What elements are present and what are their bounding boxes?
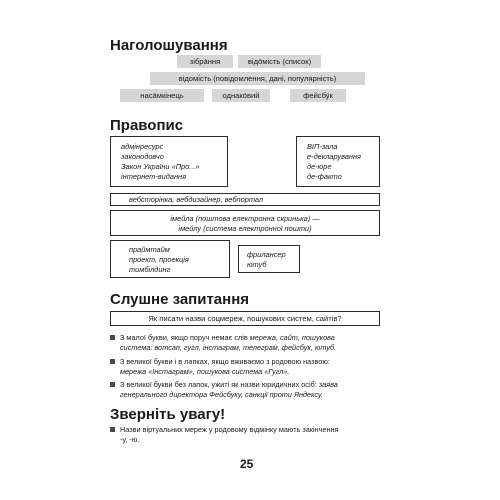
spelling-word: імейла (поштова електронна скринька) — [170, 214, 320, 223]
bullet-text-italic: мережа, сайт, пошукова [249, 333, 335, 342]
spelling-word: імейлу (система електронної пошти) [178, 224, 312, 233]
spelling-word: праймтайм [129, 245, 170, 254]
bullet-attention [110, 425, 390, 445]
bullet-square-icon [110, 359, 115, 364]
question-box: Як писати назви соцмереж, пошукових систем, сайтів? [110, 311, 380, 326]
spelling-box-6 [238, 245, 300, 273]
bullet-text-italic: заява [318, 380, 338, 389]
attention-section-title: Зверніть увагу! [110, 406, 226, 423]
stress-word-2: відо́мість (список) [238, 55, 321, 68]
bullet-square-icon [110, 335, 115, 340]
bullet-lowercase [110, 333, 390, 353]
spelling-section-title: Правопис [110, 117, 184, 134]
page-number: 25 [240, 457, 254, 471]
bullet-square-icon [110, 382, 115, 387]
spelling-box-5 [110, 240, 230, 278]
spelling-word: де-факто [307, 172, 342, 181]
spelling-box-2 [296, 136, 380, 187]
spelling-box-4 [110, 210, 380, 236]
stress-word-1: зібра́ння [177, 55, 233, 68]
spelling-word: вебсторінка, вебдизайнер, вебпортал [129, 195, 264, 204]
spelling-word: ютуб [247, 260, 267, 269]
stress-word-4: наса́мкінець [120, 89, 204, 102]
stress-word-5: однако́вий [212, 89, 270, 102]
spelling-word: адмінресурс [121, 142, 164, 151]
question-section-title: Слушне запитання [110, 291, 250, 308]
stress-section-title: Наголошування [110, 37, 228, 54]
spelling-word: тимбілдинг [129, 265, 171, 274]
spelling-word: проект, проекція [129, 255, 189, 264]
spelling-word: інтернет-видання [121, 172, 187, 181]
bullet-legal-entity [110, 380, 390, 400]
bullet-quotes [110, 357, 390, 377]
stress-word-6: фейсбу́к [290, 89, 346, 102]
bullet-text-endings: -у, -ю. [120, 434, 140, 444]
spelling-word: ВІП-зала [307, 142, 338, 151]
bullet-square-icon [110, 427, 115, 432]
bullet-text: З великої букви і в лапках, якщо вживаємо з родовою назвою: [120, 357, 330, 366]
spelling-box-1 [110, 136, 228, 187]
bullet-text: З великої букви без лапок, ужиті як назви юридичних осіб: [120, 380, 319, 389]
spelling-word: е-декларування [307, 152, 361, 161]
spelling-word: фрилансер [247, 250, 286, 259]
bullet-text: З малої букви, якщо поруч немає слів [120, 333, 250, 342]
spelling-word: Закон України «Про...» [121, 162, 200, 171]
bullet-text-italic: генерального директора Фейсбуку, санкції проти Яндексу. [120, 389, 324, 399]
spelling-word: законодовчо [121, 152, 164, 161]
spelling-word: де-юре [307, 162, 332, 171]
bullet-text-italic: система: вотсап, гугл, інстаграм, телеграм, фейсбук, ютуб. [120, 342, 337, 352]
bullet-text-italic: мережа «Інстаграм», пошукова система «Гугл». [120, 366, 290, 376]
stress-word-3: відомі́сть (повідомлення, дані, популярність) [150, 72, 365, 85]
spelling-box-3 [110, 193, 380, 206]
bullet-text: Назви віртуальних мереж у родовому відмінку мають закінчення [120, 425, 339, 434]
